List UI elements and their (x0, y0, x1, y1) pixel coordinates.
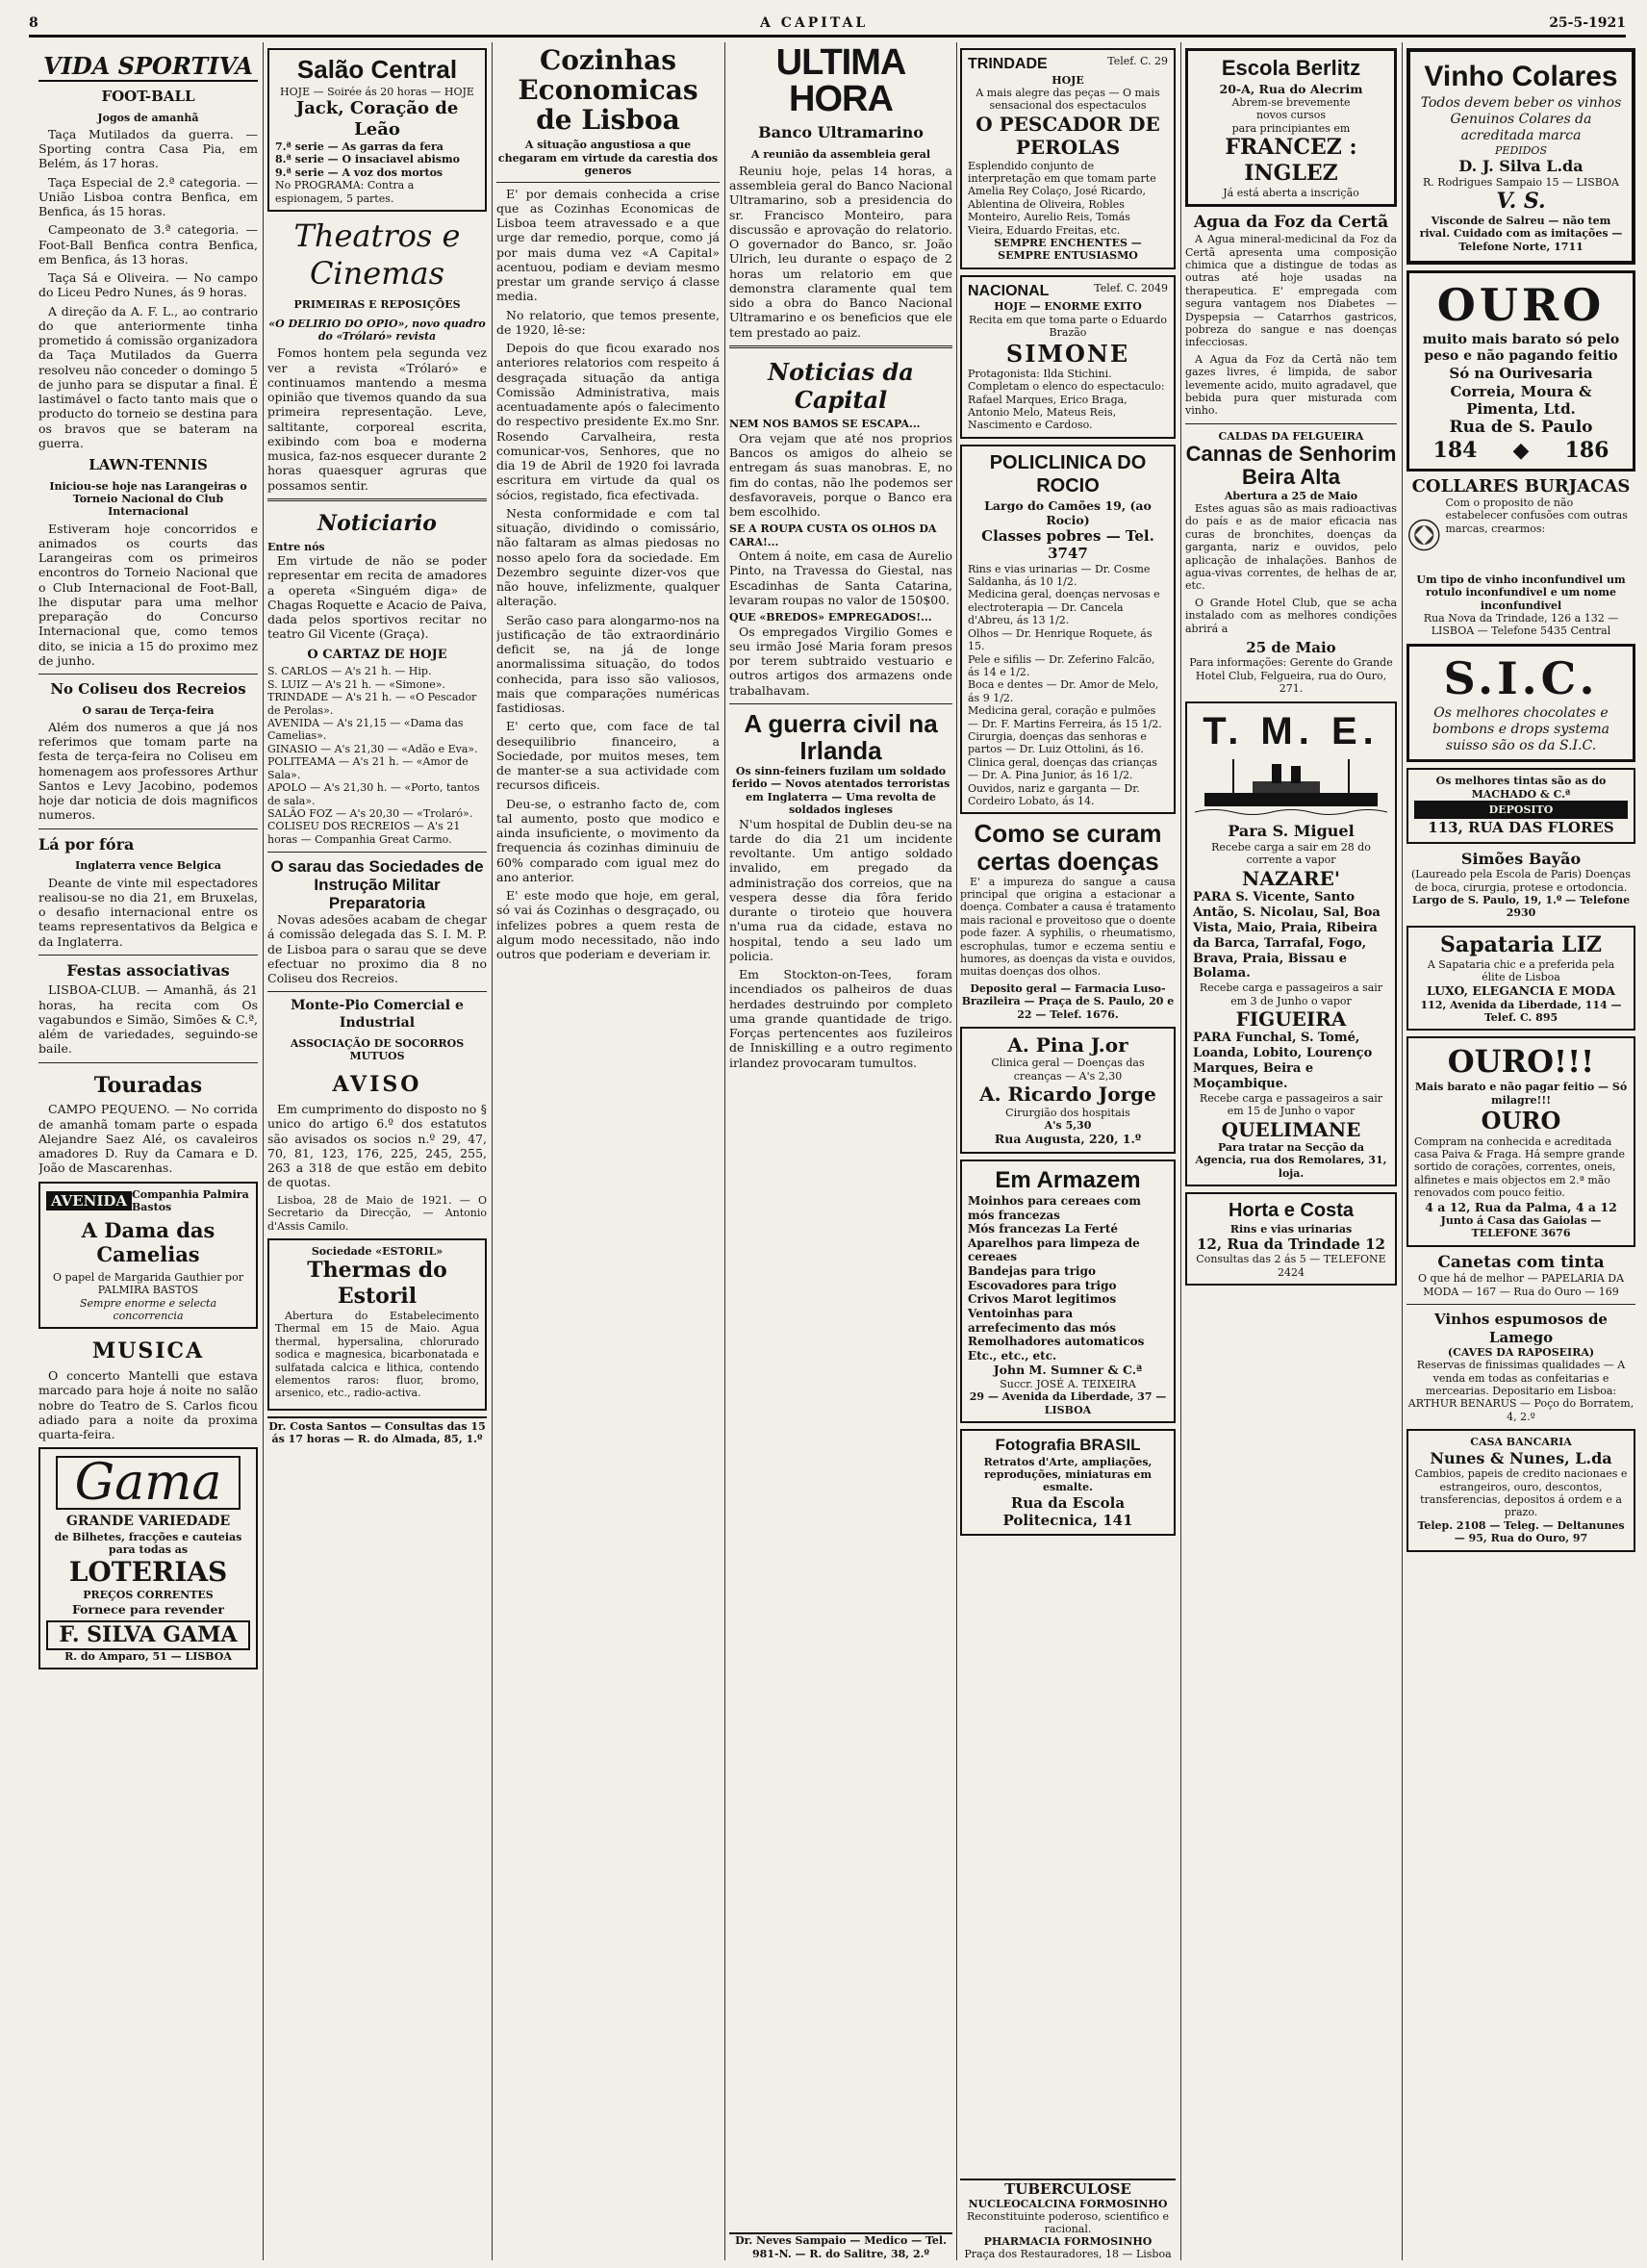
cozinhas-paragraph: E' por demais conhecida a crise que as Cozinhas Economicas de Lisboa teem atravessado e a que urge dar remedio, porque, como já por mais duma vez «A Capital» acentuou, podiam e deviam mesmo prestar um grande serviço á classe media. (496, 186, 720, 304)
jorge-sub: Cirurgião dos hospitais (1005, 1106, 1130, 1119)
festas-article: LISBOA-CLUB. — Amanhã, ás 21 horas, ha recita com Os vagabundos e Simão, Simões & C.ª, além de variedades, seguindo-se baile. (38, 982, 258, 1057)
cartaz-item: S. LUIZ — A's 21 h. — «Simone». (267, 677, 445, 691)
nazare-foot: Recebe carga e passageiros a sair em 3 de Junho o vapor (1199, 981, 1383, 1007)
armazem-item: Crivos Marot legitimos (968, 1292, 1117, 1307)
touradas-heading: Touradas (93, 1072, 203, 1098)
machado-deposit: DEPOSITO (1414, 801, 1628, 819)
armazem-item: Etc., etc., etc. (968, 1348, 1057, 1363)
policlinica-line: Pele e sifilis — Dr. Zeferino Falcão, ás 14 e 1/2. (968, 652, 1155, 678)
abroad-article: Deante de vinte mil espectadores realisou-se no dia 21, em Bruxelas, o desafio internacional entre os teams representativos da Belgica e da Inglaterra. (38, 875, 258, 949)
doctors-ad (960, 1027, 1176, 1154)
salao-title: Salão Central (296, 55, 458, 84)
salao-subtitle: HOJE — Soirée ás 20 horas — HOJE (280, 85, 474, 98)
armazem-title: Em Armazem (995, 1166, 1141, 1193)
ouro2-big: OURO (1481, 1107, 1561, 1135)
policlinica-line: Ouvidos, nariz e garganta — Dr. Cordeiro Lobato, ás 14. (968, 781, 1140, 807)
nazare-title: NAZARE' (1242, 866, 1340, 890)
cozinhas-paragraph: Serão caso para alongarmo-nos na justificação de tão extraordinário deficit se, na já de longe anormalissima situação, do todos conhecida, para isso são valiosos, mais que comparações numéricas fastidiosas. (496, 612, 720, 716)
aviso-heading: AVISO (332, 1072, 422, 1098)
avenida-company: Companhia Palmira Bastos (132, 1187, 249, 1214)
estoril-text: Abertura do Estabelecimento Thermal em 15 de Maio. Agua thermal, hypersalina, chlorurado sodica e magnesica, bicarbonatada e sulfatada calcica e lithica, contendo elementos raros: fluor, bromo, arsenico, etc., radio-activa. (275, 1310, 479, 1400)
noticias-article: Ora vejam que até nos proprios Bancos os amigos do alheio se entregam ás suas manobras. E, no fim do contas, não lhe podemos ser desfavoraveis, porque o Banco era bem escolhido. (729, 430, 952, 520)
ouro2-address-2: Junto á Casa das Gaiolas — TELEFONE 3676 (1440, 1213, 1602, 1240)
tuberculose-ad (960, 2179, 1176, 2260)
sapataria-tag: LUXO, ELEGANCIA E MODA (1427, 983, 1615, 999)
nacional-show: SIMONE (1005, 339, 1130, 368)
cannas-footer: Para informações: Gerente do Grande Hotel Club, Felgueira, rua do Ouro, 271. (1189, 656, 1393, 696)
sic-ad (1406, 644, 1635, 762)
agua-heading: Agua da Foz da Certã (1193, 213, 1389, 233)
armazem-item: Aparelhos para limpeza de cereaes (968, 1236, 1140, 1264)
canetas-text: O que há de melhor — PAPELARIA DA MODA — 167 — Rua do Ouro — 169 (1417, 1272, 1625, 1298)
diamond-icon: ◆ (1512, 438, 1530, 464)
guerra-subheadline: Os sinn-feiners fuzilam um soldado ferido — Novos atentados terroristas em Inglaterra — Uma revolta de soldados ingleses (731, 765, 950, 817)
nacional-hoje: HOJE — ENORME EXITO (994, 300, 1142, 314)
caldas-label: CALDAS DA FELGUEIRA (1218, 429, 1364, 443)
berlitz-languages: FRANCEZ : INGLEZ (1225, 135, 1357, 187)
trindade-show: O PESCADOR DE PEROLAS (976, 112, 1160, 160)
musica-article: O concerto Mantelli que estava marcado para hoje á noite no salão nobre do Teatro de S. Carlos ficou adiado para a noite da proxima quarta-feira. (38, 1368, 258, 1442)
trindade-hoje: HOJE (1052, 73, 1084, 87)
musica-heading: MUSICA (91, 1338, 205, 1364)
colares-address: Rua Nova da Trindade, 126 a 132 — LISBOA — Telefone 5435 Central (1423, 611, 1619, 638)
armazem-ad (960, 1159, 1176, 1423)
noticias-subheading: SE A ROUPA CUSTA OS OLHOS DA CARA!... (729, 522, 937, 548)
armazem-item: Moinhos para cereaes com mós francezas (968, 1193, 1141, 1222)
cozinhas-paragraph: E' este modo que hoje, em geral, só vai ás Cozinhas o desgraçado, ou infelizes pobres a quem resta de algum modo necessitado, não indo outros que poderiam e deveriam ir. (496, 888, 720, 962)
gama-loterias: LOTERIAS (68, 1556, 228, 1589)
ouro2-ad (1406, 1036, 1635, 1246)
foto-address: Rua da Escola Politecnica, 141 (1002, 1493, 1133, 1530)
football-article: A direção da A. F. L., ao contrario do que anteriormente tinha prometido á comissão organizadora da Taça Mutilados da Guerra resolveu não conceder o domingo 5 de junho para se disputar a final. É lastimável o facto tanto mais que o producto do torneio se destina para os bravos que se bateram na guerra. (38, 303, 258, 450)
estoril-label: Sociedade «ESTORIL» (311, 1244, 443, 1258)
ouro-number: 184 (1432, 438, 1478, 464)
cozinhas-paragraph: Deu-se, o estranho facto de, com tal aumento, posto que modico e ainda insuficiente, o movimento da frequencia ás cozinhas diminuiu de 60% comparado com igual mez do ano anterior. (496, 796, 720, 884)
simoes-address: Largo de S. Paulo, 19, 1.º — Telefone 2930 (1411, 893, 1631, 920)
guerra-headline: A guerra civil na Irlanda (744, 708, 938, 766)
berlitz-address: 20-A, Rua do Alecrim (1219, 81, 1363, 96)
quelimane-text: Para tratar na Secção da Agencia, rua dos Remolares, 31, loja. (1195, 1141, 1387, 1180)
theatres-article: Fomos hontem pela segunda vez ver a revista «Trólaró» e continuamos mantendo a mesma opinião que tivemos quando da sua primeira representação. Leve, saltitante, corporeal escrita, exibindo com boa e moderna musica, faz-nos esquecer durante 2 horas quaesquer agruras que possamos sentir. (267, 345, 487, 493)
ouro-number: 186 (1564, 438, 1609, 464)
armazem-firm: John M. Sumner & C.ª (993, 1363, 1143, 1378)
policlinica-line: Medicina geral, doenças nervosas e electroterapia — Dr. Cancela d'Abreu, ás 13 1/2. (968, 588, 1160, 627)
ouro2-sub: Mais barato e não pagar feitio — Só milagre!!! (1414, 1081, 1628, 1107)
lamego-text: Reservas de finissimas qualidades — A venda em todas as confeitarias e mercearias. Depositario em Lisboa: ARTHUR BENARUS — Poço do Borratem, 4, 2.º (1407, 1359, 1634, 1423)
theatres-play: «O DELIRIO DO OPIO», novo quadro do «Trólaró» revista (268, 317, 486, 343)
nacional-sub: Recita em que toma parte o Eduardo Brazão (968, 313, 1168, 340)
banco-label: CASA BANCARIA (1470, 1436, 1572, 1449)
sapataria-title: Sapataria LIZ (1440, 931, 1602, 957)
coliseu-heading: No Coliseu dos Recreios (50, 680, 246, 699)
section-title-vida-sportiva: VIDA SPORTIVA (38, 52, 258, 82)
football-item: Taça Especial de 2.ª categoria. — União Lisboa contra Benfica, em Benfica, ás 15 horas. (38, 174, 258, 219)
simoes-title: Simões Bayão (1460, 849, 1582, 868)
ouro-text: muito mais barato só pelo peso e não pagando feitio (1422, 332, 1620, 365)
ouro2-text: Compram na conhecida e acreditada casa Paiva & Fraga. Há sempre grande sortido de corações, correntes, oneis, alfinetes e mais objectos em 2.ª mão renovados com pouco feitio. (1414, 1134, 1626, 1200)
gama-firm: F. SILVA GAMA (46, 1620, 250, 1650)
cannas-date: 25 de Maio (1246, 639, 1336, 657)
cartaz-item: GINASIO — A's 21,30 — «Adão e Eva». (267, 742, 478, 755)
sic-text: Os melhores chocolates e bombons e drops systema suisso são os da S.I.C. (1432, 704, 1609, 754)
cartaz-item: S. CARLOS — A's 21 h. — Hip. (267, 665, 432, 678)
aviso-signature: Lisboa, 28 de Maio de 1921. — O Secretario da Direcção, — Antonio d'Assis Camilo. (267, 1193, 487, 1233)
tuberculose-text: Reconstituinte poderoso, scientifico e racional. (966, 2210, 1170, 2235)
coliseu-article: Além dos numeros a que já nos referimos que tomam parte na festa de terça-feira no Coliseu em homenagem aos professores Arthur Santos e Levy Jacobino, podemos hoje dar noticia de dois magnificos numeros. (38, 719, 258, 823)
policlinica-address: Largo do Camões 19, (ao Rocio) (984, 497, 1152, 527)
montepio-heading: Monte-Pio Comercial e Industrial (291, 998, 464, 1031)
sarau-heading: O sarau das Sociedades de Instrução Militar Preparatoria (270, 857, 484, 912)
abroad-heading: Lá por fóra (38, 834, 135, 854)
sapataria-ad (1406, 926, 1635, 1032)
foto-brasil-ad (960, 1429, 1176, 1537)
armazem-item: Mós francezas La Ferté (968, 1222, 1119, 1236)
foto-title: Fotografia BRASIL (995, 1435, 1141, 1454)
vinho-firm: D. J. Silva L.da (1458, 157, 1584, 176)
estoril-ad (267, 1238, 487, 1411)
agua-text: A Agua da Foz da Certã não tem gazes livres, é limpida, de sabor levemente acido, muito agradavel, que bebida pura quer misturada com vinho. (1185, 352, 1397, 418)
column-divider (492, 42, 493, 2260)
sampaio-footer: Dr. Neves Sampaio — Medico — Tel. 981-N. — R. do Salitre, 38, 2.º (729, 2232, 952, 2260)
football-item: Campeonato de 3.ª categoria. — Foot-Ball Benfica contra Benfica, em Benfica, ás 13 horas. (38, 222, 258, 267)
avenida-cast: O papel de Margarida Gauthier por PALMIRA BASTOS (53, 1270, 243, 1297)
vinho-colares-ad (1406, 48, 1635, 265)
noticias-subheading: QUE «BREDOS» EMPREGADOS!... (729, 611, 932, 624)
gama-address: R. do Amparo, 51 — LISBOA (64, 1649, 232, 1663)
policlinica-tag: Classes pobres — Tel. 3747 (981, 527, 1154, 563)
column-divider (956, 42, 957, 2260)
berlitz-ad (1185, 48, 1397, 207)
vinho-address: R. Rodrigues Sampaio 15 — LISBOA (1423, 175, 1619, 189)
policlinica-line: Olhos — Dr. Henrique Roquete, ás 15. (968, 626, 1153, 653)
policlinica-line: Medicina geral, coração e pulmões — Dr. F. Martins Ferreira, ás 15 1/2. (968, 704, 1162, 730)
salao-episode: 7.ª serie — As garras da fera (275, 140, 443, 154)
column-ads-2 (1185, 42, 1397, 2260)
berlitz-line: novos cursos (1255, 109, 1327, 122)
horta-title: Horta e Costa (1228, 1200, 1355, 1222)
banco-title: Nunes & Nunes, L.da (1430, 1448, 1612, 1467)
montepio-subheading: ASSOCIAÇÃO DE SOCORROS MUTUOS (290, 1036, 465, 1062)
banco-text: Cambios, papeis de credito nacionaes e estrangeiros, ouro, descontos, transferencias, depositos á ordem e a prazo. (1414, 1467, 1628, 1519)
gama-line: de Bilhetes, fracções e cauteias para todas as (54, 1530, 242, 1556)
ouro2-address: 4 a 12, Rua da Palma, 4 a 12 (1425, 1199, 1617, 1214)
tme-ad (1185, 701, 1397, 1187)
cannas-hotel: O Grande Hotel Club, que se acha instalado com as melhores condições abrirá a (1185, 596, 1397, 635)
guerra-article: Em Stockton-on-Tees, foram incendiados os palheiros de duas herdades destruindo por completo uma grande quantidade de trigo. Forças pertencentes aos fuzileiros de Inniskilling e a outro regimento irlandez provocaram tumultos. (729, 967, 952, 1070)
cannas-sub: Abertura a 25 de Maio (1224, 489, 1358, 502)
berlitz-title: Escola Berlitz (1221, 56, 1361, 80)
noticias-heading: Noticias da Capital (768, 357, 914, 415)
armazem-item: Escovadores para trigo (968, 1278, 1117, 1292)
nacional-label: NACIONAL (968, 282, 1050, 299)
aviso-article: Em cumprimento do disposto no § unico do artigo 6.º dos estatutos são avisados os socios n.º 29, 47, 70, 81, 123, 176, 225, 245, 255, 263 a 318 de que estão em debito de quotas. (267, 1102, 487, 1190)
tuberculose-address: Praça dos Restauradores, 18 — Lisboa (964, 2248, 1172, 2260)
colares-tag: Um tipo de vinho inconfundivel um rotulo inconfundivel e um nome inconfundivel (1416, 573, 1626, 612)
column-ads-3 (1406, 42, 1635, 2260)
cozinhas-headline: Cozinhas Economicas de Lisboa (518, 44, 698, 136)
canetas-title: Canetas com tinta (1437, 1252, 1605, 1272)
tennis-subheading: Iniciou-se hoje nas Larangeiras o Torneio Nacional do Club Internacional (49, 479, 247, 519)
football-heading: FOOT-BALL (101, 88, 195, 106)
salao-episode: 9.ª serie — A voz dos mortos (275, 166, 443, 179)
tennis-heading: LAWN-TENNIS (89, 456, 208, 474)
lamego-sub: (CAVES DA RAPOSEIRA) (1447, 1345, 1595, 1359)
curam-headline: Como se curam certas doenças (974, 819, 1162, 876)
column-ads-1 (960, 42, 1176, 2260)
cannas-text: Estes aguas são as mais radioactivas do país e as de maior eficacia nas curas de bronchites, doenças da garganta, nariz e ouvidos, pelo aplicação de inhalações. Banhos de agua-vivas correntes, de helhas de ar, etc. (1185, 501, 1397, 593)
football-item: Taça Mutilados da guerra. — Sporting contra Casa Pia, em Belém, ás 17 horas. (38, 126, 258, 171)
ultima-subheading-2: A reunião da assembleia geral (750, 147, 931, 161)
policlinica-ad (960, 445, 1176, 815)
noticias-subheading: NEM NOS BAMOS SE ESCAPA... (729, 418, 921, 431)
nacional-ad (960, 275, 1176, 439)
cartaz-item: COLISEU DOS RECREIOS — A's 21 horas — Companhia Great Carmo. (267, 820, 461, 846)
page-date: 25-5-1921 (1549, 15, 1626, 31)
curam-text: E' a impureza do sangue a causa principal que origina a estacionar a doença. Combater a causa é tratamento mais racional e proveitoso que o doente pode fazer. A syphilis, o rheumatismo, escrophulas, tumor e eczema sentiu e humores, as doenças da vista e ouvidos, muitas doenças dos olhos. (960, 875, 1176, 979)
ultima-hora-headline: ULTIMA HORA (775, 42, 906, 119)
trindade-label: TRINDADE (968, 56, 1048, 72)
armazem-address: 29 — Avenida da Liberdade, 37 — LISBOA (969, 1390, 1167, 1416)
abroad-subheading: Inglaterra vence Belgica (75, 859, 221, 873)
cartaz-item: AVENIDA — A's 21,15 — «Dama das Camelias». (267, 717, 464, 743)
banco-address: Telep. 2108 — Teleg. — Deltanunes — 95, Rua do Ouro, 97 (1417, 1518, 1625, 1545)
trindade-foot: SEMPRE ENCHENTES — SEMPRE ENTUSIASMO (994, 236, 1142, 263)
tuberculose-title: TUBERCULOSE (1004, 2180, 1131, 2198)
cozinhas-subheadline: A situação angustiosa a que chegaram em virtude da carestia dos generos (496, 139, 720, 182)
pina-title: A. Pina J.or (1007, 1033, 1128, 1058)
guerra-article: N'um hospital de Dublin deu-se na tarde do dia 21 um incidente revoltante. Um antigo soldado invalido, em pregado da administração dos correios, que na vespera desse dia fôra ferido durante o tiroteio que houvera n'uma rua da cidade, estava no hospital, tendo a seu lado um policia. (729, 816, 952, 963)
policlinica-line: Clinica geral, doenças das crianças — Dr. A. Pina Junior, ás 16 1/2. (968, 755, 1157, 782)
colares-title: COLLARES BURJACAS (1411, 475, 1631, 497)
machado-ad (1406, 768, 1635, 844)
ship-text: Recebe carga a sair em 28 do corrente a vapor (1211, 840, 1371, 867)
ouro2-title: OURO!!! (1447, 1043, 1595, 1081)
jorge-address: Rua Augusta, 220, 1.º (994, 1132, 1142, 1147)
jorge-title: A. Ricardo Jorge (979, 1083, 1156, 1107)
vinho-title: Vinho Colares (1424, 61, 1618, 92)
lamego-title: Vinhos espumosos de Lamego (1434, 1311, 1608, 1346)
football-item: Taça Sá e Oliveira. — No campo do Liceu Pedro Nunes, ás 9 horas. (38, 270, 258, 300)
figueira-foot: Recebe carga e passageiros a sair em 15 de Junho o vapor (1199, 1091, 1383, 1118)
vinho-mark: V. S. (1496, 189, 1546, 215)
avenida-note: Sempre enorme e selecta concorrencia (79, 1296, 217, 1322)
sarau-article: Novas adesões acabam de chegar á comissão delegada das S. I. M. P. de Lisboa para o sarau que se deve efectuar no proximo dia 8 no Coliseu dos Recreios. (267, 912, 487, 986)
ouro-address: Rua de S. Paulo (1449, 418, 1593, 438)
pina-sub: Clinica geral — Doenças das creanças — A's 2,30 (991, 1057, 1145, 1083)
figueira-title: FIGUEIRA (1235, 1007, 1347, 1032)
nazare-text: PARA S. Vicente, Santo Antão, S. Nicolau, Sal, Boa Vista, Maio, Praia, Ribeira da Barca, Tarrafal, Fogo, Brava, Praia, Bissau e Bolama. (1193, 890, 1381, 981)
ouro-shop: Só na Ourivesaria Correia, Moura & Pimenta, Ltd. (1449, 365, 1593, 419)
newspaper-name: A CAPITAL (760, 15, 869, 31)
column-divider (263, 42, 264, 2260)
machado-address: 113, RUA DAS FLORES (1428, 819, 1614, 837)
avenida-name: AVENIDA (46, 1191, 132, 1210)
armazem-successor: Succr. JOSÉ A. TEIXEIRA (1000, 1377, 1136, 1390)
noticiario-heading: Noticiario (317, 510, 437, 536)
ultima-subheading: Banco Ultramarino (758, 123, 924, 141)
vinho-mark-sub: Visconde de Salreu — não tem rival. Cuidado com as imitações — Telefone Norte, 1711 (1419, 214, 1623, 253)
theatres-logo: Theatros e Cinemas (293, 217, 461, 293)
steamship-icon (1195, 754, 1387, 822)
salao-film: Jack, Coração de Leão (295, 98, 459, 140)
estoril-title: Thermas do Estoril (307, 1258, 447, 1310)
gama-line: PREÇOS CORRENTES (83, 1589, 214, 1602)
banco-ad (1406, 1429, 1635, 1551)
horta-footer: Consultas das 2 ás 5 — TELEFONE 2424 (1196, 1253, 1386, 1279)
salao-central-ad (267, 48, 487, 212)
gama-ad (38, 1447, 258, 1669)
policlinica-line: Cirurgia, doenças das senhoras e partos — Dr. Luiz Ottolini, ás 16. (968, 729, 1147, 756)
berlitz-footer: Já está aberta a inscrição (1223, 186, 1359, 199)
nacional-text: Protagonista: Ilda Stichini. Completam o elenco do espectaculo: Rafael Marques, Erico Braga, Antonio Melo, Mateus Reis, Nascimento e Cardoso. (968, 367, 1165, 432)
tennis-article: Estiveram hoje concorridos e animados os courts das Larangeiras com os primeiros encontros do Torneio Nacional que o Club Internacional de Foot-Ball, lhe disputar para uma melhor preparação do Concurso Internacional que, como temos dito, se inicia a 15 do proximo mez de junho. (38, 521, 258, 668)
football-subheading: Jogos de amanhã (97, 111, 199, 124)
gama-line: GRANDE VARIEDADE (65, 1514, 231, 1530)
vinho-sub: Todos devem beber os vinhos Genuinos Colares da acreditada marca (1420, 94, 1622, 143)
trindade-text: Esplendido conjunto de interpretação em que tomam parte Amelia Rey Colaço, José Ricardo, Ablentina de Oliveira, Robles Monteiro, Aurelio Reis, Tomás Vieira, Eduardo Freitas, etc. (968, 159, 1156, 237)
jorge-time: A's 5,30 (1044, 1119, 1092, 1133)
cozinhas-paragraph: Nesta conformidade e com tal situação, dividindo o comissário, não faltaram as almas piedosas no nosso apelo fora da sociedade. Em Dezembro seguinte dizer-vos que não houve, infelizmente, qualquer alteração. (496, 505, 720, 609)
column-divider (1180, 42, 1181, 2260)
sapataria-address: 112, Avenida da Liberdade, 114 — Telef. C. 895 (1420, 998, 1622, 1025)
column-theatres (267, 42, 487, 2260)
cartaz-item: POLITEAMA — A's 21 h. — «Amor de Sala». (267, 755, 469, 781)
estoril-footer: Dr. Costa Santos — Consultas das 15 ás 17 horas — R. do Almada, 85, 1.º (267, 1416, 487, 1446)
ultima-article: Reuniu hoje, pelas 14 horas, a assembleia geral do Banco Nacional Ultramarino, sob a presidencia do sr. Francisco Monteiro, para discussão e aprovação do relatorio. O governador do Banco, sr. João Ulrich, leu durante o espaço de 2 horas um relatorio em que demonstra claramente qual tem sido a obra do Banco Nacional Ultramarino e os beneficios que ele tem prestado ao paiz. (729, 163, 952, 340)
simoes-text: (Laureado pela Escola de Paris) Doenças de boca, cirurgia, protese e ortodoncia. (1410, 868, 1631, 894)
policlinica-line: Boca e dentes — Dr. Amor de Melo, ás 9 1/2. (968, 678, 1159, 704)
avenida-show: A Dama das Camelias (81, 1217, 215, 1267)
machado-text: Os melhores tintas são as do MACHADO & C.ª (1435, 775, 1607, 801)
sic-title: S.I.C. (1443, 651, 1599, 704)
page-header (29, 13, 1626, 38)
trindade-line: A mais alegre das peças — O mais sensacional dos espectaculos (976, 86, 1160, 113)
noticias-article: Ontem á noite, em casa de Aurelio Pinto, na Travessa do Giestal, nas Escadinhas de Santa Catarina, levaram roupas no valor de 150$00. (729, 548, 952, 607)
tme-title: T. M. E. (1203, 709, 1380, 752)
column-divider (1402, 42, 1403, 2260)
cartaz-heading: O CARTAZ DE HOJE (307, 647, 447, 662)
salao-program: No PROGRAMA: Contra a espionagem, 5 partes. (275, 179, 415, 205)
policlinica-title: POLICLINICA DO ROCIO (989, 451, 1147, 497)
column-sports (38, 42, 258, 2260)
cartaz-item: APOLO — A's 21,30 h. — «Porto, tantos de sala». (267, 781, 480, 807)
foto-text: Retratos d'Arte, ampliações, reproduções, miniaturas em esmalte. (983, 1455, 1153, 1494)
quelimane-title: QUELIMANE (1221, 1117, 1361, 1141)
armazem-item: Ventoinhas para arrefecimento das mós (968, 1306, 1117, 1335)
avenida-ad (38, 1182, 258, 1330)
curam-footer: Deposito geral — Farmacia Luso-Brazileira — Praça de S. Paulo, 20 e 22 — Telef. 1676. (961, 981, 1175, 1021)
ship-caption: Para S. Miguel (1228, 822, 1355, 841)
noticias-article: Os empregados Virgilio Gomes e seu irmão José Maria foram presos por terem subtraido vestuario e outros artigos dos armazens onde trabalhavam. (729, 624, 952, 698)
vinho-pedidos: PEDIDOS (1495, 143, 1547, 157)
trindade-ad (960, 48, 1176, 269)
horta-costa-ad (1185, 1192, 1397, 1286)
ouro-title: OURO (1436, 279, 1606, 332)
cartaz-item: TRINDADE — A's 21 h. — «O Pescador de Perolas». (267, 691, 477, 717)
policlinica-line: Rins e vias urinarias — Dr. Cosme Saldanha, ás 10 1/2. (968, 562, 1151, 589)
festas-heading: Festas associativas (66, 960, 230, 980)
armazem-item: Remolhadores automaticos (968, 1335, 1145, 1349)
column-ultima-hora (729, 42, 952, 2260)
cannas-title: Cannas de Senhorim Beira Alta (1185, 442, 1397, 490)
trindade-tel: Telef. C. 29 (1107, 55, 1168, 67)
column-divider (724, 42, 725, 2260)
column-cozinhas (496, 42, 720, 2260)
armazem-item: Bandejas para trigo (968, 1264, 1096, 1279)
figueira-text: PARA Funchal, S. Tomé, Loanda, Lobito, Lourenço Marques, Beira e Moçambique. (1193, 1031, 1373, 1091)
cozinhas-paragraph: Depois do que ficou exarado nos anteriores relatorios com respeito á desgraçada situação da antiga Comissão Administrativa, mais acentuadamente após o falecimento do respectivo presidente Ex.mo Snr. Rosendo Carvalheira, resta comunicar-vos, Senhores, que no dia 19 de Abril de 1920 foi lavrada escritura em virtude da qual os sócios, registado, fica efectivada. (496, 341, 720, 502)
ouro-ad (1406, 270, 1635, 471)
cozinhas-paragraph: E' certo que, com face de tal desequilibrio financeiro, a Sociedade, por muitos meses, tem de manter-se a sua actividade com recursos dificeis. (496, 719, 720, 793)
horta-sub: Rins e vias urinarias (1229, 1222, 1353, 1236)
salao-episode: 8.ª serie — O insaciavel abismo (275, 153, 460, 166)
cozinhas-paragraph: No relatorio, que temos presente, de 1920, lê-se: (496, 307, 720, 337)
berlitz-line: Abrem-se brevemente (1231, 96, 1351, 110)
cartaz-item: SALÃO FOZ — A's 20,30 — «Trolaró». (267, 806, 473, 820)
gama-logo: Gama (56, 1456, 241, 1510)
sapataria-text: A Sapataria chic e a preferida pela élite de Lisboa (1427, 957, 1615, 983)
horta-address: 12, Rua da Trindade 12 (1197, 1236, 1385, 1254)
tuberculose-pharmacy: PHARMACIA FORMOSINHO (983, 2235, 1153, 2248)
berlitz-line: para principiantes em (1231, 121, 1351, 135)
coliseu-subheading: O sarau de Terça-feira (82, 703, 215, 717)
noticiario-article: Em virtude de não se poder representar em recita de amadores a opereta «Singuém diga» de Chagas Roquette e Acacio de Paiva, dada pelos sportivos recitar no teatro Gil Vicente (Graça). (267, 553, 487, 642)
theatres-subheading: PRIMEIRAS E REPOSIÇÕES (293, 298, 461, 312)
tuberculose-sub: NUCLEOCALCINA FORMOSINHO (968, 2198, 1168, 2210)
gama-line: Fornece para revender (71, 1601, 225, 1617)
agua-text: A Agua mineral-medicinal da Foz da Certã apresenta uma composição chimica que a distingue de todas as outras até hoje usadas na therapeutica. E' empregada com segura vantagem nos Diabetes — Dyspepsia — Catarrhos gastricos, pobreza do sangue e nas doenças infecciosas. (1185, 233, 1397, 349)
touradas-article: CAMPO PEQUENO. — No corrida de amanhã tomam parte o espada Alejandre Saez Alé, os cavaleiros amadores D. Ruy da Camara e D. João de Mascarenhas. (38, 1102, 258, 1176)
nacional-tel: Telef. C. 2049 (1094, 281, 1168, 294)
page-number: 8 (29, 15, 38, 31)
colares-text: Com o proposito de não estabelecer confusões com outras marcas, crearmos: (1445, 496, 1628, 535)
crest-icon (1406, 497, 1442, 573)
noticiario-subheading: Entre nós (267, 540, 325, 553)
